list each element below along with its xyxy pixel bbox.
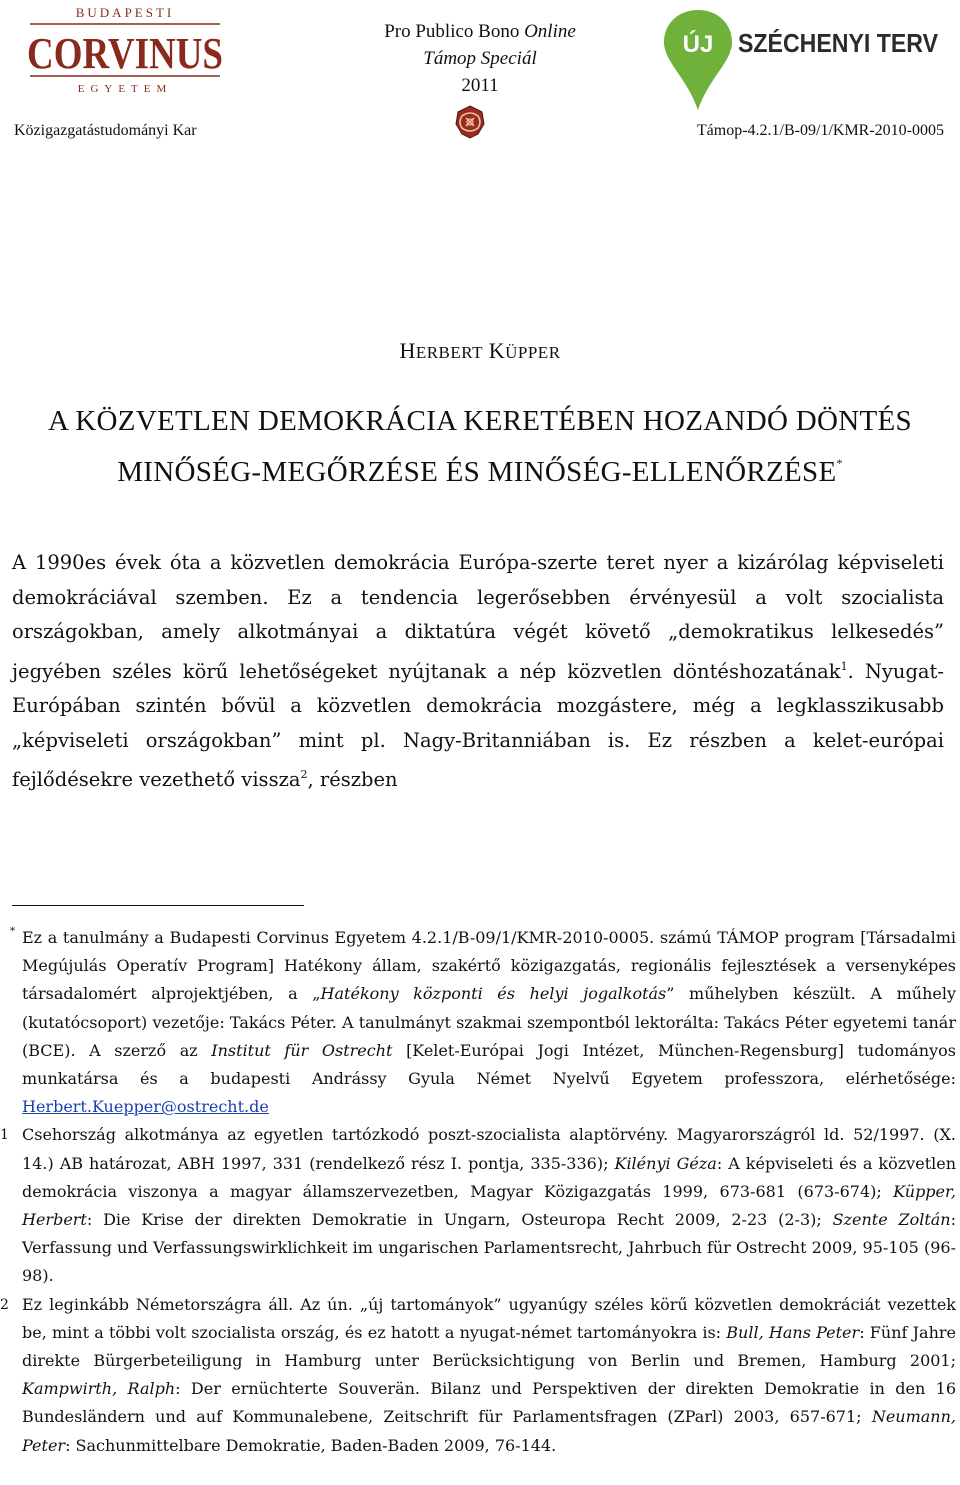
- subseries-line: Támop Speciál: [423, 48, 537, 69]
- heraldic-emblem-icon: [452, 104, 488, 140]
- year-line: 2011: [461, 75, 499, 96]
- footnote-star: * Ez a tanulmány a Budapesti Corvinus Egyetem 4.2.1/B-09/1/KMR-2010-0005. számú TÁMOP program [Társadalmi Megújulás Operatív Program] Hatékony állam, szakértő közigazgatás, regionális fejlesztések a versenyképes társadalomért alprojektjében, a „Hatékony központi és helyi jogalkotás” műhelyben készült. A műhely (kutatócsoport) vezetője: Takács Péter. A tanulmányt szakmai szempontból lektorálta: Takács Péter egyetemi tanár (BCE). A szerző az Institut für Ostrecht [Kelet-Európai Jogi Intézet, München-Regensburg] tudományos munkatársa és a budapesti Andrássy Gyula Német Nyelvű Egyetem professzora, elérhetősége: Herbert.Kuepper@ostrecht.de: [10, 926, 957, 1117]
- publication-header: [330, 18, 630, 99]
- footnote-separator: [12, 905, 304, 906]
- uj-szechenyi-terv-logo: [664, 6, 940, 114]
- author-email-link[interactable]: Herbert.Kuepper@ostrecht.de: [22, 1097, 269, 1117]
- logo-badge-text: ÚJ: [682, 31, 714, 58]
- title-footnote-mark: *: [836, 456, 843, 470]
- faculty-name: Közigazgatástudományi Kar: [14, 122, 197, 139]
- body-paragraph: A 1990es évek óta a közvetlen demokrácia Európa-szerte teret nyer a kizárólag képviseleti demokráciával szemben. Ez a tendencia legerősebben érvényesül a volt szocialista országokban, amely alkotmányai a diktatúra végét követő „demokratikus lelkesedés” jegyében széles körű lehetőségeket nyújtanak a nép közvetlen döntéshozatának$^1$. Nyugat-Európában szintén bővül a közvetlen demokrácia mozgástere, még a legklasszikusabb „képviseleti országokban” mint pl. Nagy-Britanniában is. Ez részben a kelet-európai fejlődésekre vezethető vissza$^2$, részben: [12, 551, 944, 791]
- logo-program-text: SZÉCHENYI TERV: [738, 28, 939, 58]
- footnotes: [0, 924, 957, 1460]
- series-line: [330, 18, 630, 45]
- footnote-1: 1 Csehország alkotmánya az egyetlen tartózkodó poszt-szocialista alaptörvény. Magyarországról ld. 52/1997. (X. 14.) AB határozat, ABH 1997, 331 (rendelkező rész I. pontja, 335-336); Kilényi Géza: A képviseleti és a közvetlen demokrácia viszonya a magyar államszervezetben, Magyar Közigazgatás 1999, 673-681 (673-674); Küpper, Herbert: Die Krise der direkten Demokratie in Ungarn, Osteuropa Recht 2009, 2-23 (2-3); Szente Zoltán: Verfassung und Verfassungswirklichkeit im ungarischen Parlamentsrecht, Jahrbuch für Ostrecht 2009, 95-105 (96-98).: [0, 1125, 957, 1286]
- project-code: Támop-4.2.1/B-09/1/KMR-2010-0005: [696, 122, 944, 139]
- logo-top-text: BUDAPESTI: [75, 5, 175, 20]
- author-name: HERBERT KÜPPER: [399, 338, 561, 363]
- logo-main-text: CORVINUS: [27, 29, 223, 78]
- article-title: [0, 400, 960, 493]
- corvinus-university-logo: [22, 2, 228, 98]
- series-italic: Online: [524, 21, 576, 42]
- title-line-2: MINŐSÉG-MEGŐRZÉSE ÉS MINŐSÉG-ELLENŐRZÉSE*: [117, 456, 843, 488]
- footnote-ref-2[interactable]: 2: [300, 768, 308, 781]
- series-plain: Pro Publico Bono: [384, 21, 525, 42]
- logo-bottom-text: EGYETEM: [77, 83, 173, 95]
- footnote-ref-1[interactable]: 1: [840, 659, 848, 673]
- title-line-1: A KÖZVETLEN DEMOKRÁCIA KERETÉBEN HOZANDÓ DÖNTÉS: [48, 405, 912, 437]
- footnote-2: 2 Ez leginkább Németországra áll. Az ún. „új tartományok” ugyanúgy széles körű közvetlen demokráciát vezettek be, mint a többi volt szocialista ország, és ez hatott a nyugat-német tartományokra is: Bull, Hans Peter: Fünf Jahre direkte Bürgerbeteiligung in Hamburg unter Berücksichtigung von Berlin und Bremen, Hamburg 2001; Kampwirth, Ralph: Der ernüchterte Souverän. Bilanz und Perspektiven der direkten Demokratie in den 16 Bundesländern und auf Kommunalebene, Zeitschrift für Parlamentsfragen (ZParl) 2003, 657-671; Neumann, Peter: Sachunmittelbare Demokratie, Baden-Baden 2009, 76-144.: [0, 1294, 957, 1455]
